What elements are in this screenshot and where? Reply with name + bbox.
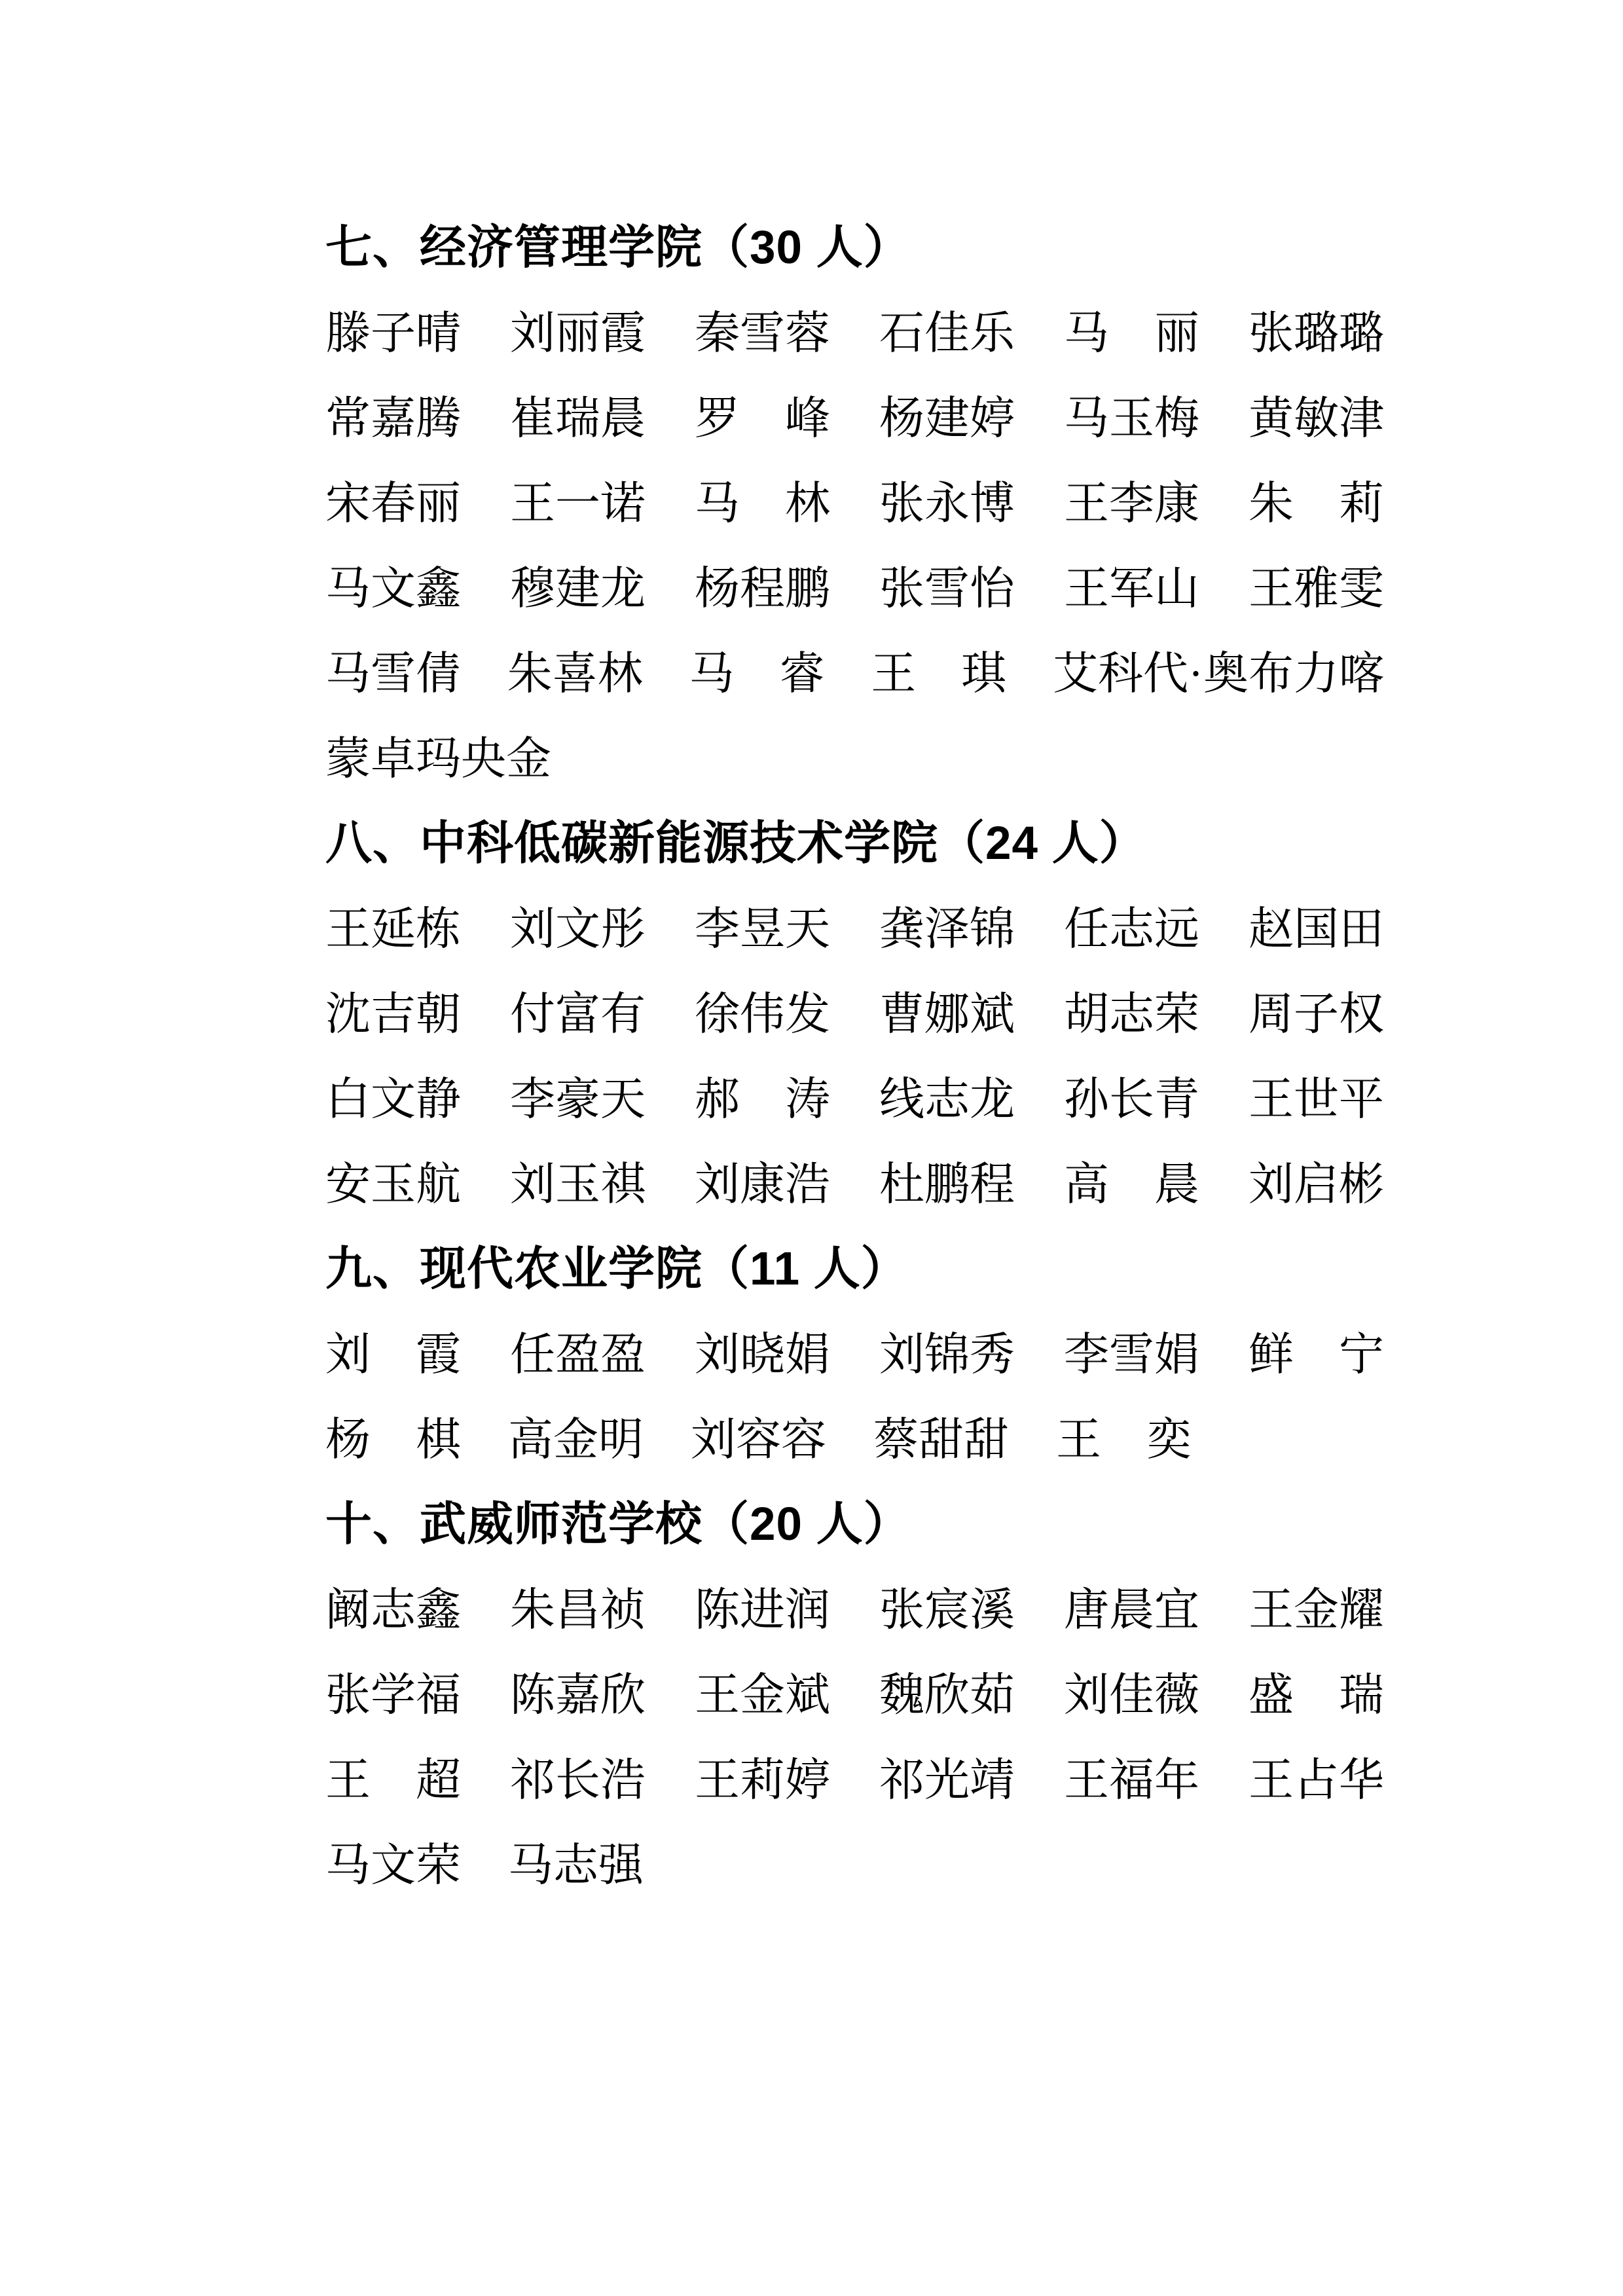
person-name: 白文静: [325, 1074, 461, 1124]
name-row: [325, 1052, 1384, 1137]
person-name: 刘玉祺: [510, 1159, 646, 1209]
person-name: 王福年: [1064, 1755, 1199, 1805]
person-name: 张学福: [325, 1669, 461, 1720]
person-name: 杨 棋: [325, 1414, 461, 1465]
person-name: 王 奕: [1056, 1414, 1192, 1465]
name-row: [325, 1307, 1384, 1393]
person-name: 张雪怡: [879, 563, 1015, 613]
person-name: 张璐璐: [1249, 308, 1384, 358]
name-row: [325, 1648, 1384, 1733]
person-name: 李雪娟: [1064, 1329, 1199, 1379]
person-name: 朱 莉: [1249, 478, 1384, 528]
person-name: 任盈盈: [510, 1329, 646, 1379]
person-name: 付富有: [510, 989, 646, 1039]
person-name: 秦雪蓉: [695, 308, 830, 358]
person-name: 杨建婷: [879, 393, 1015, 443]
person-name: 线志龙: [879, 1074, 1015, 1124]
person-name: 艾科代·奥布力喀: [1053, 648, 1384, 699]
person-name: 马 睿: [689, 648, 825, 699]
person-name: 罗 峰: [695, 393, 830, 443]
person-name: 王金耀: [1249, 1584, 1384, 1635]
name-row: [325, 627, 1384, 712]
person-name: 王金斌: [695, 1669, 830, 1720]
person-name: 马 林: [695, 478, 830, 528]
person-name: 王雅雯: [1249, 563, 1384, 613]
person-name: 蒙卓玛央金: [325, 733, 551, 784]
person-name: 王 超: [325, 1755, 461, 1805]
person-name: 宋春丽: [325, 478, 461, 528]
person-name: 杜鹏程: [879, 1159, 1015, 1209]
person-name: 石佳乐: [879, 308, 1015, 358]
person-name: 刘丽霞: [510, 308, 646, 358]
person-name: 马玉梅: [1064, 393, 1199, 443]
person-name: 鲜 宁: [1249, 1329, 1384, 1379]
name-row: [325, 1563, 1384, 1648]
person-name: 朱喜林: [507, 648, 643, 699]
person-name: 徐伟发: [695, 989, 830, 1039]
person-name: 曹娜斌: [879, 989, 1015, 1039]
name-row: [325, 882, 1384, 967]
person-name: 陈嘉欣: [510, 1669, 646, 1720]
person-name: 胡志荣: [1064, 989, 1199, 1039]
name-row: [325, 967, 1384, 1052]
name-list-content: [325, 201, 1384, 1903]
person-name: 马文鑫: [325, 563, 461, 613]
person-name: 高金明: [508, 1414, 644, 1465]
person-name: 孙长青: [1064, 1074, 1199, 1124]
name-row: [325, 712, 1384, 797]
person-name: 王世平: [1249, 1074, 1384, 1124]
person-name: 张宸溪: [879, 1584, 1015, 1635]
person-name: 唐晨宜: [1064, 1584, 1199, 1635]
person-name: 杨程鹏: [695, 563, 830, 613]
person-name: 王延栋: [325, 903, 461, 954]
section-heading: 八、中科低碳新能源技术学院（24 人）: [325, 818, 1146, 869]
section-heading: 九、现代农业学院（11 人）: [325, 1243, 908, 1295]
person-name: 张永博: [879, 478, 1015, 528]
person-name: 马雪倩: [325, 648, 461, 699]
person-name: 任志远: [1064, 903, 1199, 954]
person-name: 周子权: [1249, 989, 1384, 1039]
name-row: [325, 1393, 1384, 1478]
person-name: 刘佳薇: [1064, 1669, 1199, 1720]
person-name: 陈进润: [695, 1584, 830, 1635]
person-name: 蔡甜甜: [873, 1414, 1009, 1465]
person-name: 崔瑞晨: [510, 393, 646, 443]
name-row: [325, 1137, 1384, 1222]
person-name: 王莉婷: [695, 1755, 830, 1805]
person-name: 龚泽锦: [879, 903, 1015, 954]
person-name: 盛 瑞: [1249, 1669, 1384, 1720]
section-heading: 七、经济管理学院（30 人）: [325, 222, 911, 274]
name-row: [325, 456, 1384, 541]
name-row: [325, 371, 1384, 456]
person-name: 滕子晴: [325, 308, 461, 358]
person-name: 王李康: [1064, 478, 1199, 528]
person-name: 王军山: [1064, 563, 1199, 613]
person-name: 刘晓娟: [695, 1329, 830, 1379]
person-name: 王 琪: [871, 648, 1007, 699]
person-name: 朱昌祯: [510, 1584, 646, 1635]
person-name: 刘康浩: [695, 1159, 830, 1209]
person-name: 穆建龙: [510, 563, 646, 613]
person-name: 刘容容: [691, 1414, 826, 1465]
person-name: 郝 涛: [695, 1074, 830, 1124]
person-name: 李豪天: [510, 1074, 646, 1124]
person-name: 赵国田: [1249, 903, 1384, 954]
person-name: 刘启彬: [1249, 1159, 1384, 1209]
person-name: 马 丽: [1064, 308, 1199, 358]
name-row: [325, 541, 1384, 627]
person-name: 马文荣: [325, 1840, 461, 1890]
name-row: [325, 1733, 1384, 1818]
person-name: 沈吉朝: [325, 989, 461, 1039]
section-heading: 十、武威师范学校（20 人）: [325, 1499, 911, 1550]
person-name: 安玉航: [325, 1159, 461, 1209]
name-row: [325, 1818, 1384, 1903]
person-name: 高 晨: [1064, 1159, 1199, 1209]
person-name: 刘锦秀: [879, 1329, 1015, 1379]
person-name: 刘文彤: [510, 903, 646, 954]
person-name: 祁长浩: [510, 1755, 646, 1805]
person-name: 王占华: [1249, 1755, 1384, 1805]
person-name: 魏欣茹: [879, 1669, 1015, 1720]
person-name: 黄敏津: [1249, 393, 1384, 443]
person-name: 祁光靖: [879, 1755, 1015, 1805]
person-name: 李昱天: [695, 903, 830, 954]
person-name: 刘 霞: [325, 1329, 461, 1379]
person-name: 常嘉腾: [325, 393, 461, 443]
name-row: [325, 286, 1384, 371]
person-name: 阚志鑫: [325, 1584, 461, 1635]
person-name: 马志强: [508, 1840, 644, 1890]
person-name: 王一诺: [510, 478, 646, 528]
